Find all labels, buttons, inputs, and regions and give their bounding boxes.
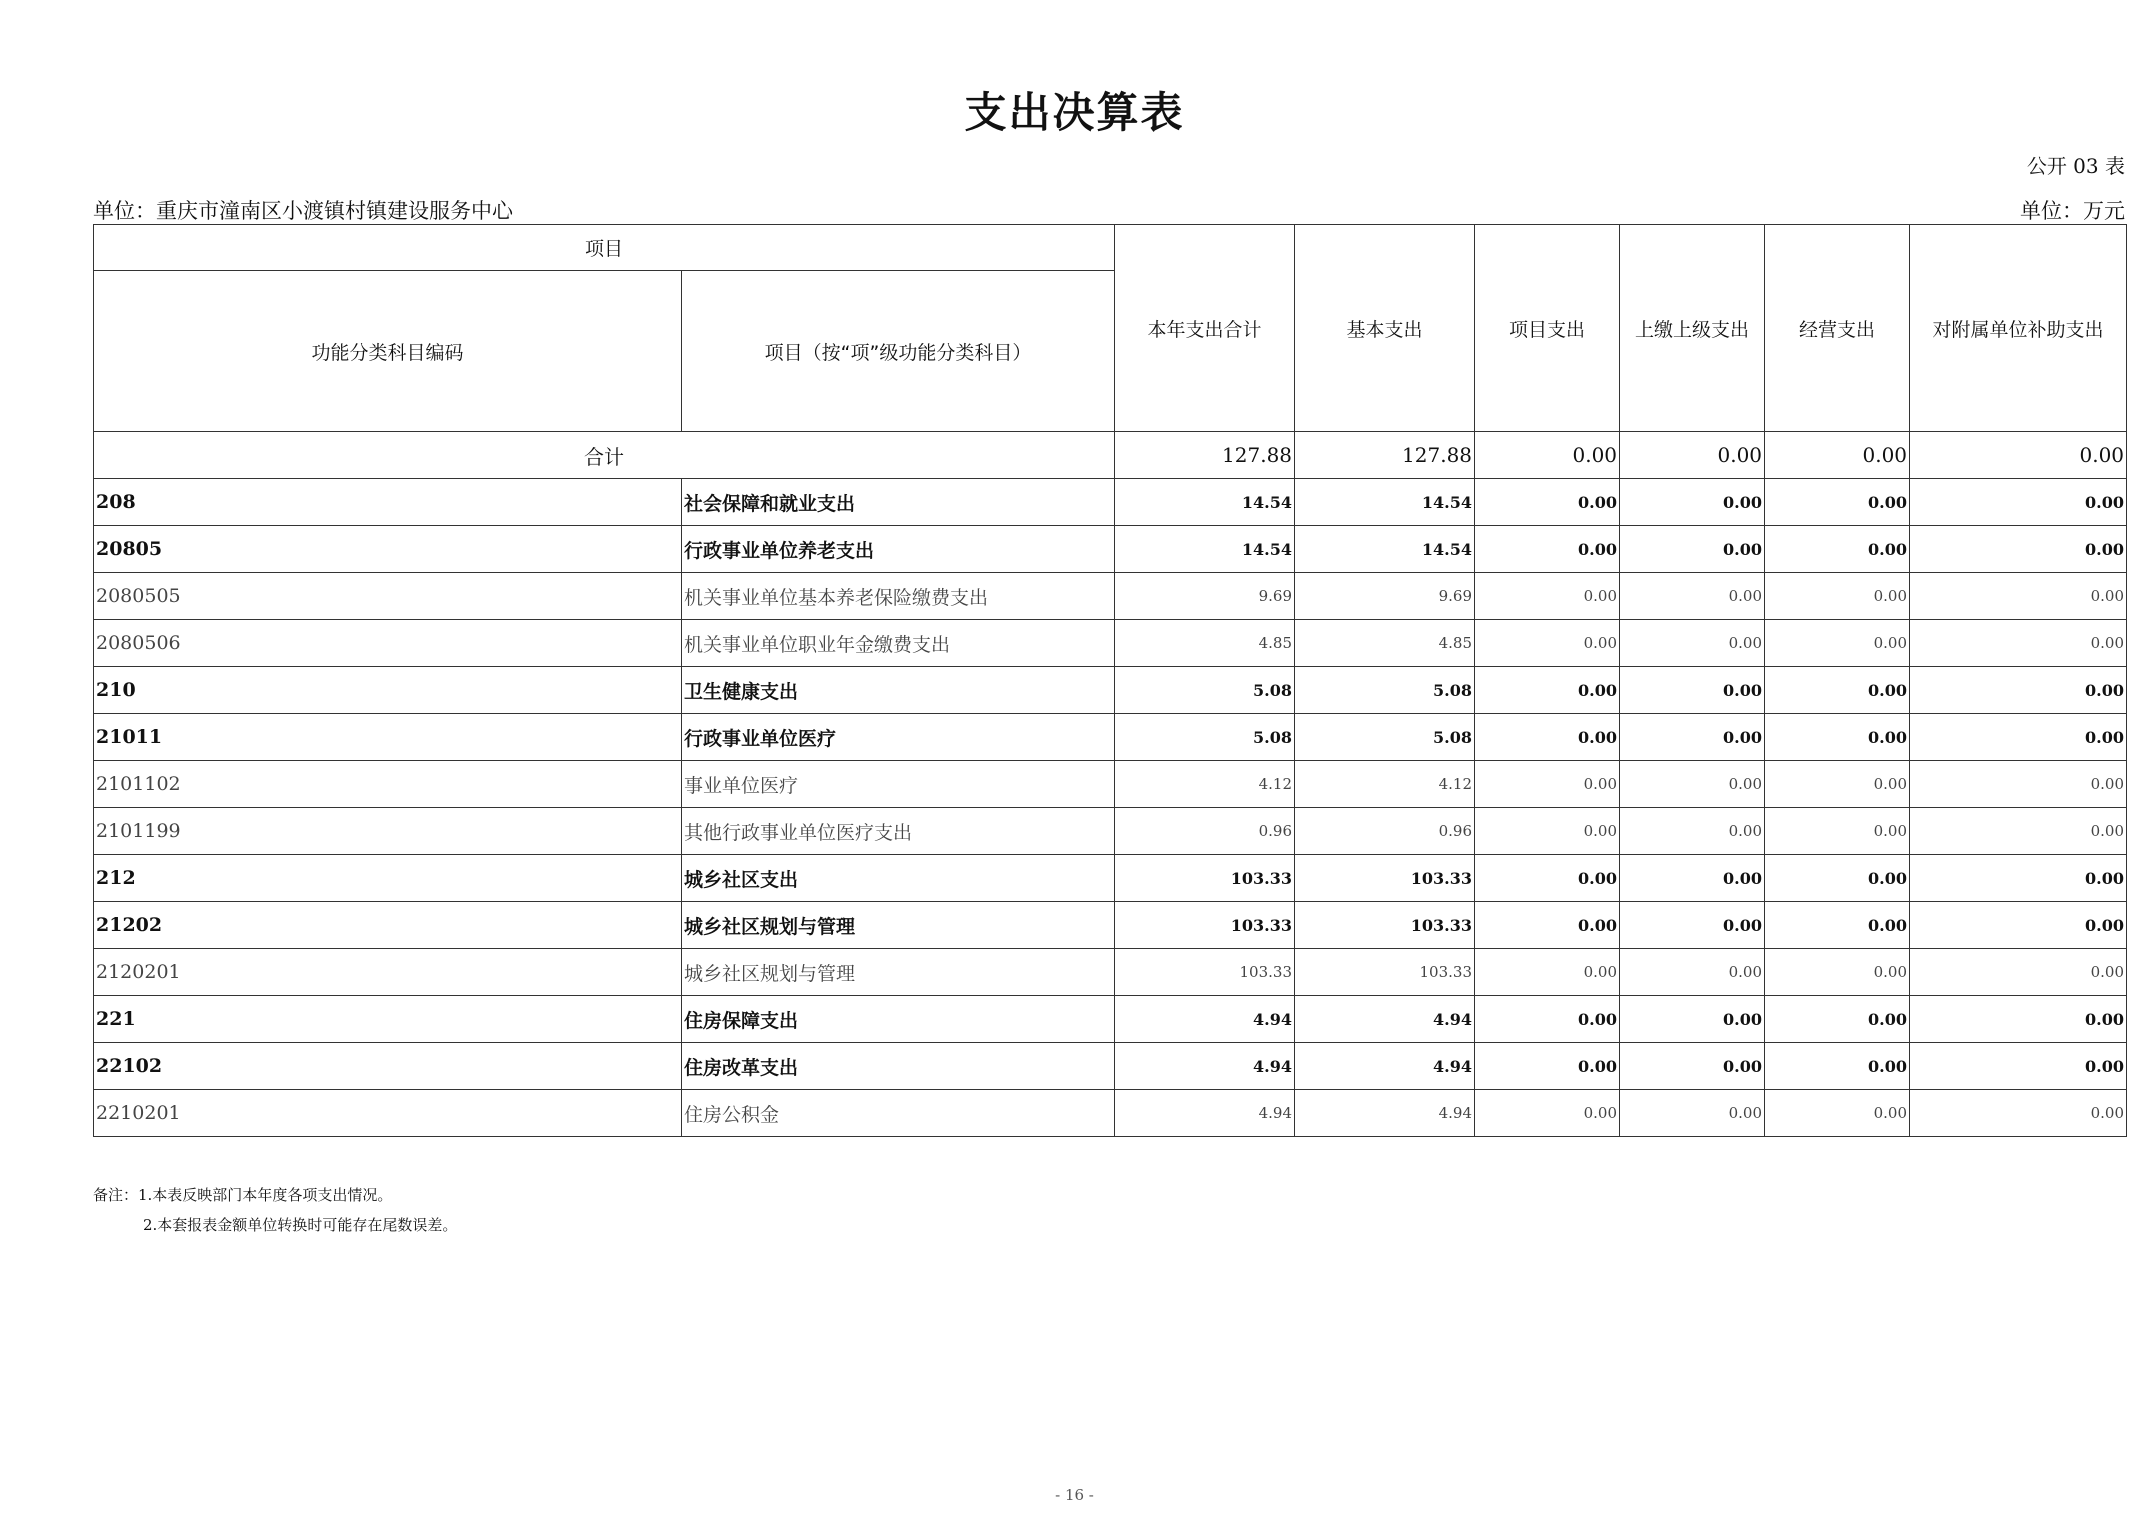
function-code: 20805	[94, 526, 682, 573]
amount-cell: 0.00	[1910, 1090, 2127, 1137]
notes	[93, 1180, 457, 1240]
function-code: 2080505	[94, 573, 682, 620]
amount-cell: 4.12	[1295, 761, 1475, 808]
amount-cell: 0.00	[1910, 808, 2127, 855]
amount-cell: 0.00	[1765, 902, 1910, 949]
amount-cell: 0.00	[1475, 620, 1620, 667]
amount-cell: 0.00	[1620, 761, 1765, 808]
function-code: 2101199	[94, 808, 682, 855]
function-name: 事业单位医疗	[682, 761, 1115, 808]
amount-cell: 4.94	[1295, 1043, 1475, 1090]
page-number: - 16 -	[1055, 1486, 1094, 1504]
amount-cell: 0.00	[1620, 573, 1765, 620]
amount-cell: 0.00	[1475, 1090, 1620, 1137]
amount-cell: 0.00	[1910, 714, 2127, 761]
function-name: 行政事业单位养老支出	[682, 526, 1115, 573]
table-row	[94, 855, 2127, 902]
amount-cell: 0.96	[1295, 808, 1475, 855]
table-row	[94, 526, 2127, 573]
amount-cell: 0.00	[1765, 949, 1910, 996]
note-line: 2.本套报表金额单位转换时可能存在尾数误差。	[143, 1216, 458, 1234]
total-value: 127.88	[1295, 432, 1475, 479]
amount-cell: 4.85	[1295, 620, 1475, 667]
amount-cell: 0.00	[1475, 855, 1620, 902]
function-name: 住房改革支出	[682, 1043, 1115, 1090]
amount-cell: 0.00	[1475, 902, 1620, 949]
header-basic: 基本支出	[1295, 225, 1475, 432]
amount-cell: 4.94	[1295, 1090, 1475, 1137]
amount-cell: 14.54	[1115, 526, 1295, 573]
amount-cell: 0.00	[1620, 996, 1765, 1043]
header-item: 项目	[94, 225, 1115, 271]
table-row	[94, 573, 2127, 620]
total-value: 0.00	[1620, 432, 1765, 479]
amount-cell: 0.00	[1620, 902, 1765, 949]
header-upper: 上缴上级支出	[1620, 225, 1765, 432]
table-row	[94, 949, 2127, 996]
amount-cell: 0.00	[1910, 526, 2127, 573]
amount-cell: 103.33	[1115, 949, 1295, 996]
header-subsidy: 对附属单位补助支出	[1910, 225, 2127, 432]
table-row	[94, 620, 2127, 667]
table-row	[94, 1090, 2127, 1137]
function-code: 210	[94, 667, 682, 714]
amount-cell: 0.00	[1620, 714, 1765, 761]
amount-cell: 0.00	[1475, 996, 1620, 1043]
function-code: 221	[94, 996, 682, 1043]
amount-cell: 0.00	[1620, 949, 1765, 996]
total-value: 0.00	[1765, 432, 1910, 479]
amount-cell: 0.00	[1620, 1043, 1765, 1090]
amount-cell: 103.33	[1295, 855, 1475, 902]
function-name: 社会保障和就业支出	[682, 479, 1115, 526]
amount-cell: 0.00	[1765, 1090, 1910, 1137]
amount-cell: 9.69	[1115, 573, 1295, 620]
table-row	[94, 667, 2127, 714]
amount-cell: 14.54	[1295, 526, 1475, 573]
table-row	[94, 902, 2127, 949]
header-code: 功能分类科目编码	[94, 271, 682, 432]
currency-unit: 单位：万元	[2020, 199, 2125, 223]
amount-cell: 0.00	[1765, 620, 1910, 667]
amount-cell: 0.00	[1620, 808, 1765, 855]
function-name: 卫生健康支出	[682, 667, 1115, 714]
amount-cell: 0.00	[1765, 526, 1910, 573]
amount-cell: 0.00	[1765, 479, 1910, 526]
amount-cell: 0.00	[1910, 855, 2127, 902]
function-name: 行政事业单位医疗	[682, 714, 1115, 761]
amount-cell: 103.33	[1295, 949, 1475, 996]
amount-cell: 0.00	[1620, 1090, 1765, 1137]
function-name: 住房保障支出	[682, 996, 1115, 1043]
amount-cell: 0.00	[1620, 526, 1765, 573]
header-project: 项目支出	[1475, 225, 1620, 432]
function-code: 2210201	[94, 1090, 682, 1137]
amount-cell: 14.54	[1295, 479, 1475, 526]
function-code: 21202	[94, 902, 682, 949]
amount-cell: 9.69	[1295, 573, 1475, 620]
amount-cell: 0.00	[1475, 667, 1620, 714]
amount-cell: 0.00	[1475, 714, 1620, 761]
amount-cell: 0.00	[1475, 761, 1620, 808]
table-row	[94, 1043, 2127, 1090]
organization-unit: 单位：重庆市潼南区小渡镇村镇建设服务中心	[93, 199, 513, 223]
amount-cell: 4.94	[1115, 1090, 1295, 1137]
amount-cell: 5.08	[1295, 714, 1475, 761]
table-row	[94, 761, 2127, 808]
amount-cell: 0.00	[1910, 949, 2127, 996]
amount-cell: 0.00	[1910, 902, 2127, 949]
function-code: 21011	[94, 714, 682, 761]
amount-cell: 0.00	[1910, 667, 2127, 714]
amount-cell: 0.00	[1475, 808, 1620, 855]
amount-cell: 0.00	[1620, 479, 1765, 526]
amount-cell: 0.00	[1620, 667, 1765, 714]
amount-cell: 0.00	[1765, 573, 1910, 620]
form-number: 公开 03 表	[2026, 154, 2125, 178]
amount-cell: 0.00	[1910, 1043, 2127, 1090]
amount-cell: 4.94	[1295, 996, 1475, 1043]
table-row	[94, 808, 2127, 855]
amount-cell: 0.00	[1910, 573, 2127, 620]
function-name: 城乡社区规划与管理	[682, 949, 1115, 996]
amount-cell: 103.33	[1295, 902, 1475, 949]
function-name: 住房公积金	[682, 1090, 1115, 1137]
amount-cell: 5.08	[1295, 667, 1475, 714]
amount-cell: 0.00	[1765, 714, 1910, 761]
amount-cell: 0.00	[1475, 526, 1620, 573]
amount-cell: 5.08	[1115, 714, 1295, 761]
amount-cell: 103.33	[1115, 902, 1295, 949]
header-total: 本年支出合计	[1115, 225, 1295, 432]
amount-cell: 4.94	[1115, 996, 1295, 1043]
amount-cell: 4.94	[1115, 1043, 1295, 1090]
function-code: 2120201	[94, 949, 682, 996]
amount-cell: 0.00	[1475, 573, 1620, 620]
amount-cell: 14.54	[1115, 479, 1295, 526]
function-code: 208	[94, 479, 682, 526]
total-value: 0.00	[1910, 432, 2127, 479]
function-name: 机关事业单位基本养老保险缴费支出	[682, 573, 1115, 620]
amount-cell: 0.00	[1765, 667, 1910, 714]
function-code: 2101102	[94, 761, 682, 808]
amount-cell: 0.00	[1765, 808, 1910, 855]
amount-cell: 4.12	[1115, 761, 1295, 808]
amount-cell: 0.00	[1765, 996, 1910, 1043]
amount-cell: 0.96	[1115, 808, 1295, 855]
amount-cell: 0.00	[1475, 1043, 1620, 1090]
function-code: 212	[94, 855, 682, 902]
amount-cell: 0.00	[1910, 479, 2127, 526]
header-business: 经营支出	[1765, 225, 1910, 432]
amount-cell: 5.08	[1115, 667, 1295, 714]
note-line: 备注：1.本表反映部门本年度各项支出情况。	[93, 1186, 393, 1204]
table-row	[94, 479, 2127, 526]
amount-cell: 0.00	[1765, 855, 1910, 902]
header-name: 项目（按“项”级功能分类科目）	[682, 271, 1115, 432]
function-name: 城乡社区支出	[682, 855, 1115, 902]
expenditure-table	[93, 224, 2127, 1137]
total-label: 合计	[94, 432, 1115, 479]
function-name: 城乡社区规划与管理	[682, 902, 1115, 949]
amount-cell: 0.00	[1910, 761, 2127, 808]
total-row	[94, 432, 2127, 479]
function-code: 22102	[94, 1043, 682, 1090]
function-code: 2080506	[94, 620, 682, 667]
function-name: 其他行政事业单位医疗支出	[682, 808, 1115, 855]
total-value: 127.88	[1115, 432, 1295, 479]
amount-cell: 4.85	[1115, 620, 1295, 667]
amount-cell: 0.00	[1620, 620, 1765, 667]
page-title: 支出决算表	[964, 88, 1185, 137]
amount-cell: 0.00	[1475, 479, 1620, 526]
amount-cell: 0.00	[1910, 996, 2127, 1043]
amount-cell: 103.33	[1115, 855, 1295, 902]
amount-cell: 0.00	[1765, 761, 1910, 808]
amount-cell: 0.00	[1475, 949, 1620, 996]
amount-cell: 0.00	[1910, 620, 2127, 667]
table-row	[94, 714, 2127, 761]
table-row	[94, 996, 2127, 1043]
amount-cell: 0.00	[1765, 1043, 1910, 1090]
total-value: 0.00	[1475, 432, 1620, 479]
amount-cell: 0.00	[1620, 855, 1765, 902]
function-name: 机关事业单位职业年金缴费支出	[682, 620, 1115, 667]
